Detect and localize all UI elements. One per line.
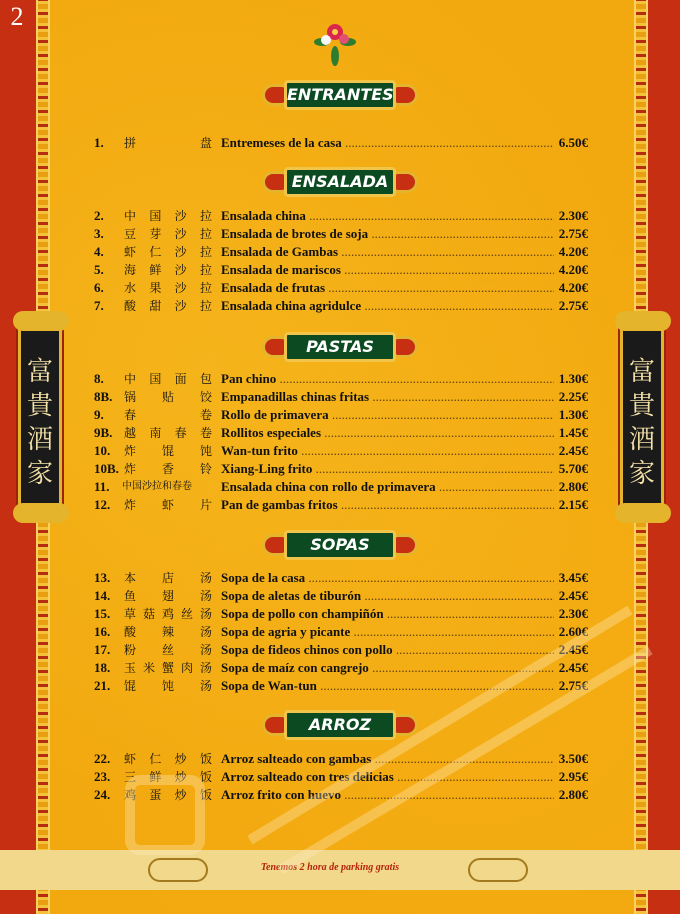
menu-item: 15. 草菇鸡丝汤 Sopa de pollo con champiñón ..... 2.30€ — [94, 605, 588, 623]
section-title: ENTRANTES — [284, 80, 396, 110]
left-side-plaque — [18, 322, 62, 512]
plaque-char: 酒 — [26, 425, 53, 455]
menu-item: 17. 粉丝汤 Sopa de fideos chinos con pollo ..... 2.45€ — [94, 641, 588, 659]
menu-item: 7. 酸甜沙拉 Ensalada china agridulce ..... 2.75€ — [94, 297, 588, 315]
plaque-char: 家 — [628, 459, 655, 489]
menu-item: 10B. 炸香铃 Xiang-Ling frito ..... 5.70€ — [94, 460, 588, 478]
menu-item: 9. 春 卷 Rollo de primavera ..... 1.30€ — [94, 406, 588, 424]
menu-item: 4. 虾仁沙拉 Ensalada de Gambas ..... 4.20€ — [94, 243, 588, 261]
section-header-pastas — [262, 332, 418, 362]
parking-banner — [0, 850, 680, 890]
menu-item: 8. 中国面包 Pan chino ..... 1.30€ — [94, 370, 588, 388]
menu-item: 13. 本店汤 Sopa de la casa ..... 3.45€ — [94, 569, 588, 587]
plaque-char: 貴 — [628, 391, 655, 421]
section-title: SOPAS — [284, 530, 396, 560]
menu-item: 2. 中国沙拉 Ensalada china ..... 2.30€ — [94, 207, 588, 225]
menu-item: 21. 馄饨汤 Sopa de Wan-tun ..... 2.75€ — [94, 677, 588, 695]
menu-item: 3. 豆芽沙拉 Ensalada de brotes de soja ..... 2.75€ — [94, 225, 588, 243]
plaque-char: 貴 — [26, 391, 53, 421]
dragon-ornament-icon — [468, 858, 528, 882]
section-header-sopas — [262, 530, 418, 560]
menu-item: 16. 酸辣汤 Sopa de agria y picante ..... 2.60€ — [94, 623, 588, 641]
section-header-arroz — [262, 710, 418, 740]
plaque-char: 家 — [26, 459, 53, 489]
plaque-char: 富 — [26, 357, 53, 387]
menu-item: 18. 玉米蟹肉汤 Sopa de maíz con cangrejo ..... 2.45€ — [94, 659, 588, 677]
plaque-char: 酒 — [628, 425, 655, 455]
section-title: ARROZ — [284, 710, 396, 740]
section-title: ENSALADA — [284, 167, 396, 197]
section-header-ensalada — [262, 167, 418, 197]
flower-icon — [312, 12, 358, 72]
menu-item: 14. 鱼翅汤 Sopa de aletas de tiburón ..... 2.45€ — [94, 587, 588, 605]
menu-item: 8B. 锅贴饺 Empanadillas chinas fritas ..... 2.25€ — [94, 388, 588, 406]
menu-item: 11. 中国沙拉和春卷 Ensalada china con rollo de primavera ..... 2.80€ — [94, 478, 588, 496]
menu-item: 1. 拼 盘 Entremeses de la casa ..... 6.50€ — [94, 134, 588, 152]
menu-item: 5. 海鲜沙拉 Ensalada de mariscos ..... 4.20€ — [94, 261, 588, 279]
menu-item: 6. 水果沙拉 Ensalada de frutas ..... 4.20€ — [94, 279, 588, 297]
menu-item: 23. 三鲜炒饭 Arroz salteado con tres delicias ..... 2.95€ — [94, 768, 588, 786]
menu-item: 22. 虾仁炒饭 Arroz salteado con gambas ..... 3.50€ — [94, 750, 588, 768]
section-title: PASTAS — [284, 332, 396, 362]
menu-item: 9B. 越南春卷 Rollitos especiales ..... 1.45€ — [94, 424, 588, 442]
menu-item: 12. 炸虾片 Pan de gambas fritos ..... 2.15€ — [94, 496, 588, 514]
page-number: 2 — [10, 2, 24, 31]
plaque-char: 富 — [628, 357, 655, 387]
section-header-entrantes — [262, 80, 418, 110]
parking-note: Tenemos 2 hora de parking gratis — [260, 862, 400, 873]
menu-item: 24. 鸡蛋炒饭 Arroz frito con huevo ..... 2.80€ — [94, 786, 588, 804]
right-side-plaque — [620, 322, 664, 512]
menu-item: 10. 炸馄饨 Wan-tun frito ..... 2.45€ — [94, 442, 588, 460]
ornament-icon — [148, 858, 208, 882]
